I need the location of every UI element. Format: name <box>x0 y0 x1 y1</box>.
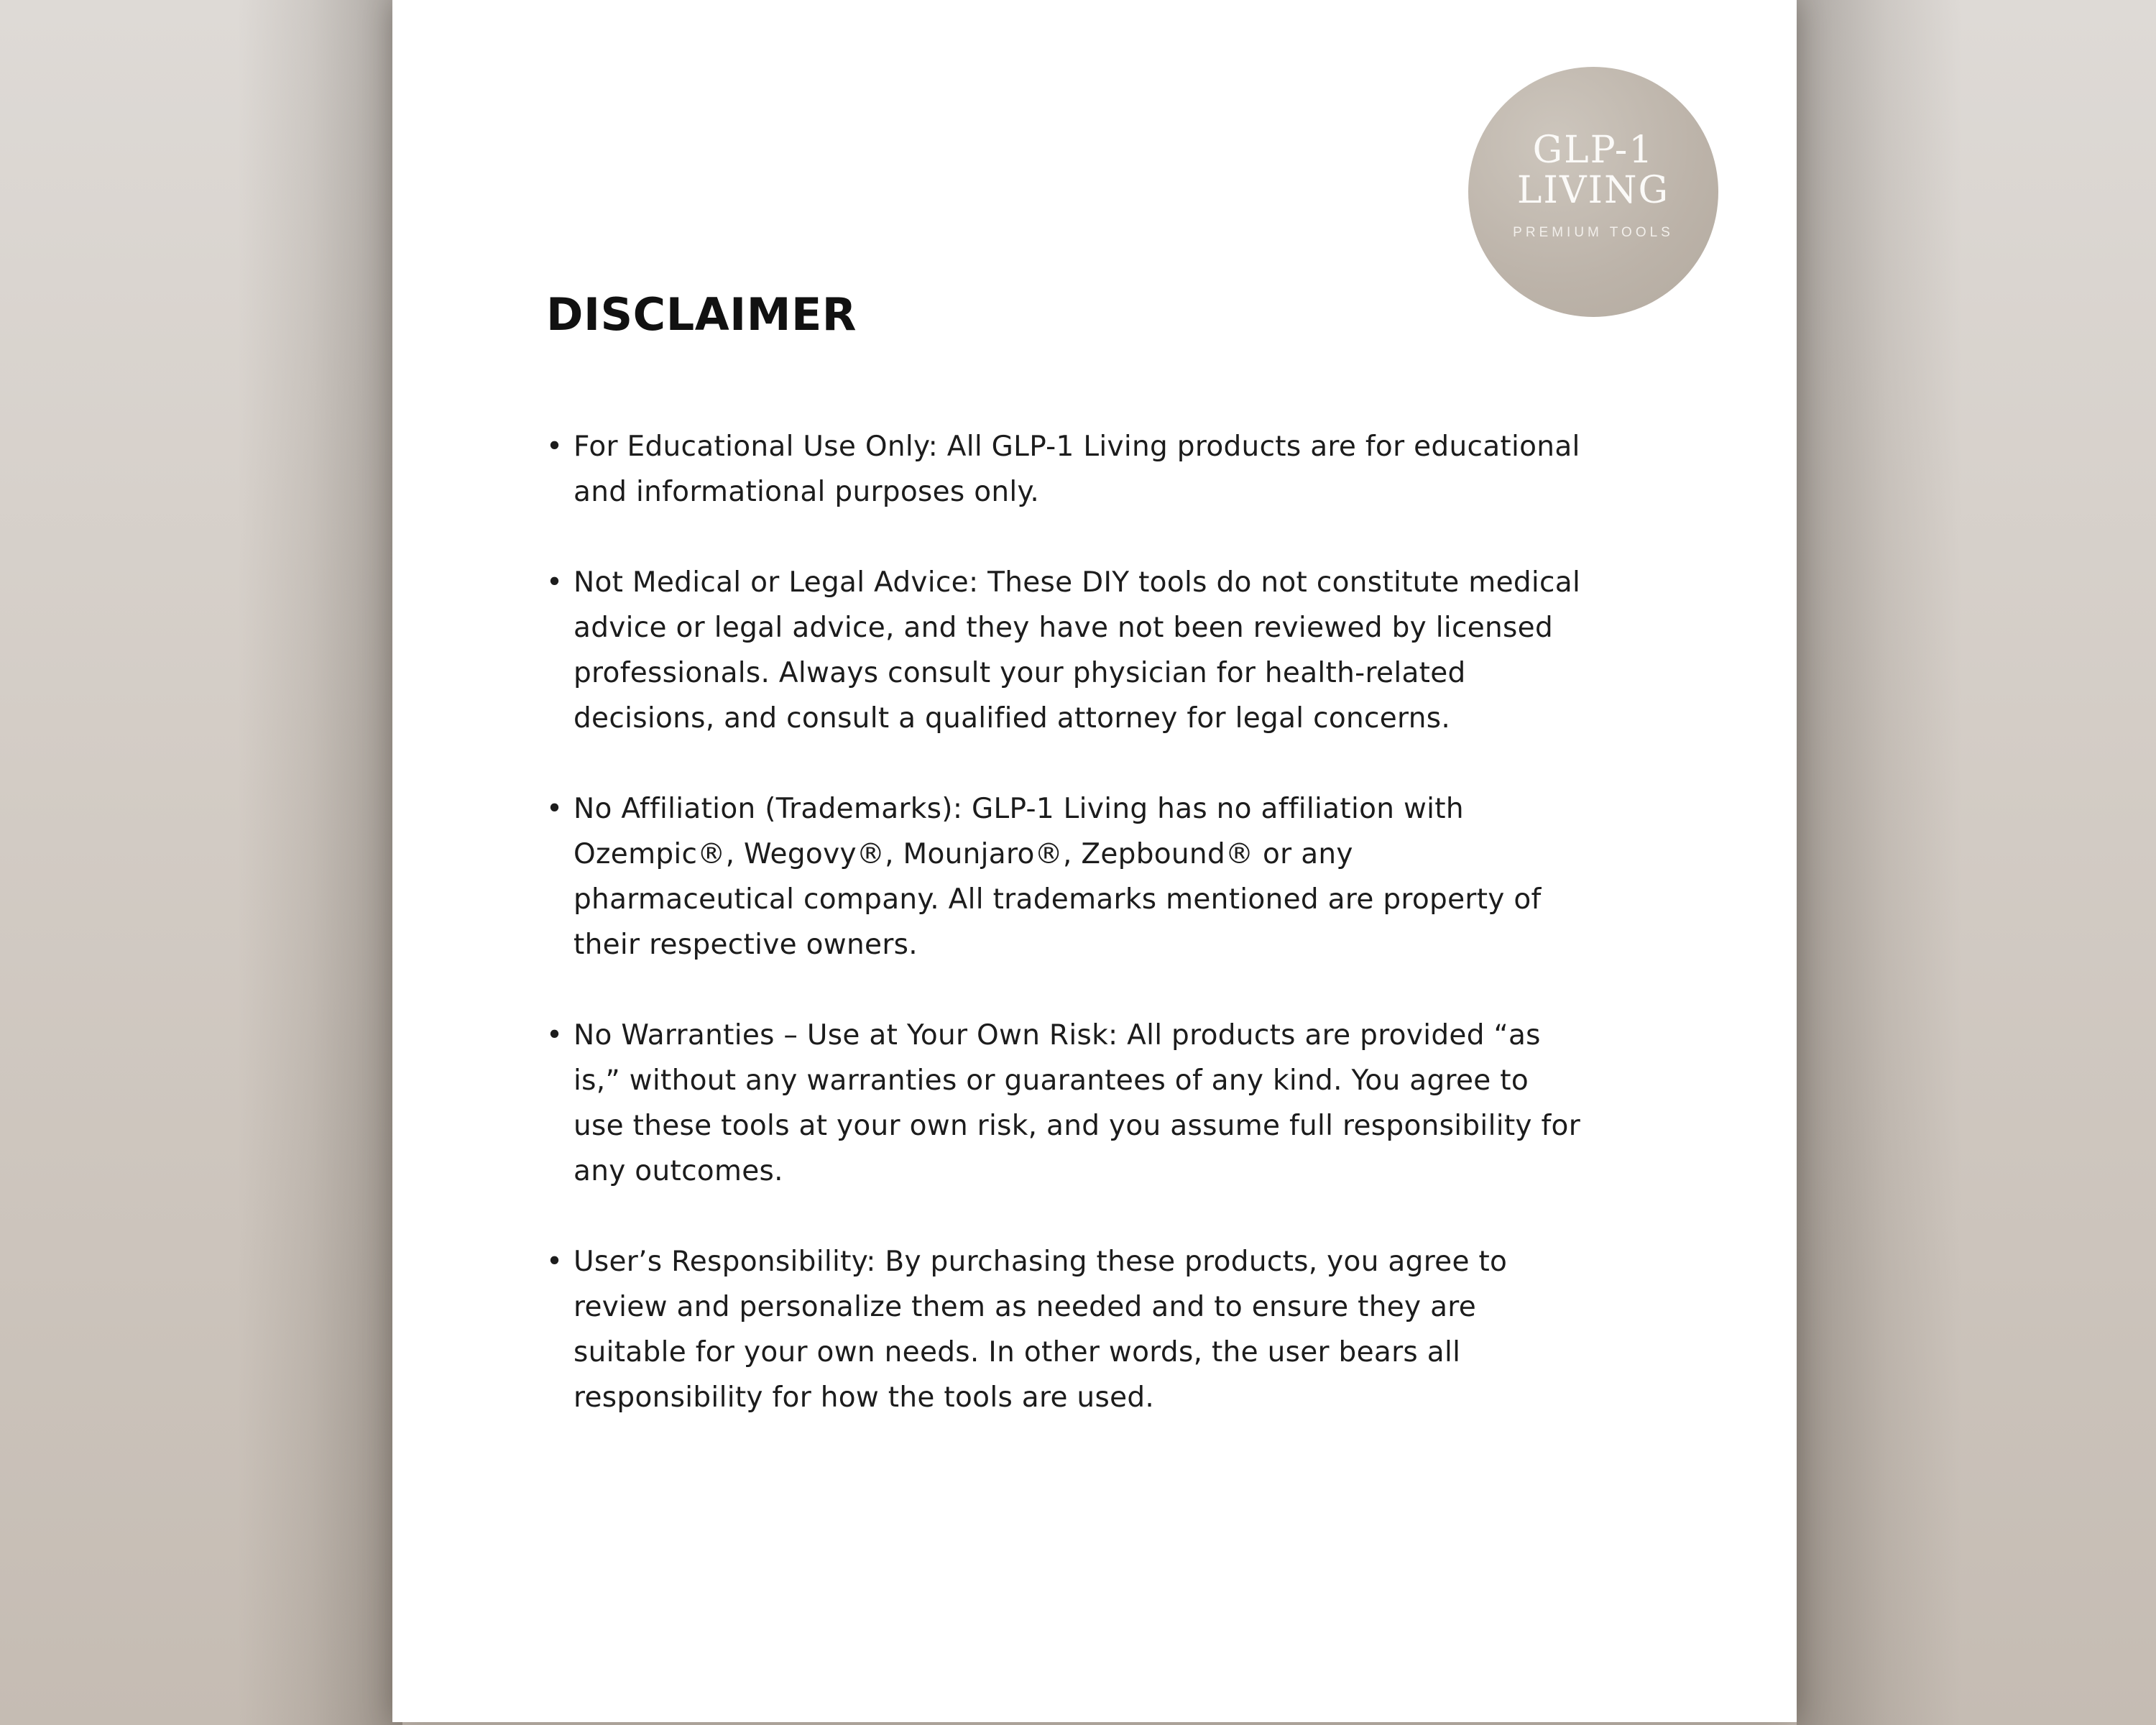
list-item-text: User’s Responsibility: By purchasing these products, you agree to review and personalize them as needed and to ensure they are suitable for your own needs. In other words, the user bears all responsibility for how the tools are used. <box>573 1246 1508 1414</box>
brand-logo-subtitle: PREMIUM TOOLS <box>1513 225 1674 240</box>
list-item <box>546 560 1581 741</box>
list-item-text: No Affiliation (Trademarks): GLP-1 Living has no affiliation with Ozempic®, Wegovy®, Mounjaro®, Zepbound® or any pharmaceutical company. All trademarks mentioned are property of their respective owners. <box>573 793 1542 961</box>
bullet-icon: • <box>546 1246 563 1278</box>
disclaimer-list <box>546 424 1581 1466</box>
list-item-text: Not Medical or Legal Advice: These DIY tools do not constitute medical advice or legal advice, and they have not been reviewed by licensed professionals. Always consult your physician for health-related decisions, and consult a qualified attorney for legal concerns. <box>573 566 1581 735</box>
bullet-icon: • <box>546 793 563 825</box>
brand-logo-badge <box>1468 67 1718 317</box>
bullet-icon: • <box>546 566 563 599</box>
page-title: DISCLAIMER <box>546 288 857 341</box>
list-item <box>546 786 1581 967</box>
list-item <box>546 1013 1581 1194</box>
list-item-text: For Educational Use Only: All GLP-1 Living products are for educational and informational purposes only. <box>573 431 1580 508</box>
bullet-icon: • <box>546 431 563 463</box>
brand-logo-title-line1: GLP-1 <box>1532 129 1654 172</box>
document-page <box>392 0 1797 1722</box>
page-shadow-right <box>1797 0 1962 1725</box>
list-item <box>546 424 1581 515</box>
bullet-icon: • <box>546 1019 563 1052</box>
list-item <box>546 1239 1581 1420</box>
brand-logo-title <box>1468 130 1718 211</box>
list-item-text: No Warranties – Use at Your Own Risk: All products are provided “as is,” without any warranties or guarantees of any kind. You agree to use these tools at your own risk, and you assume full responsibility for any outcomes. <box>573 1019 1581 1187</box>
page-shadow-left <box>237 0 402 1725</box>
brand-logo-title-line2: LIVING <box>1516 169 1670 212</box>
